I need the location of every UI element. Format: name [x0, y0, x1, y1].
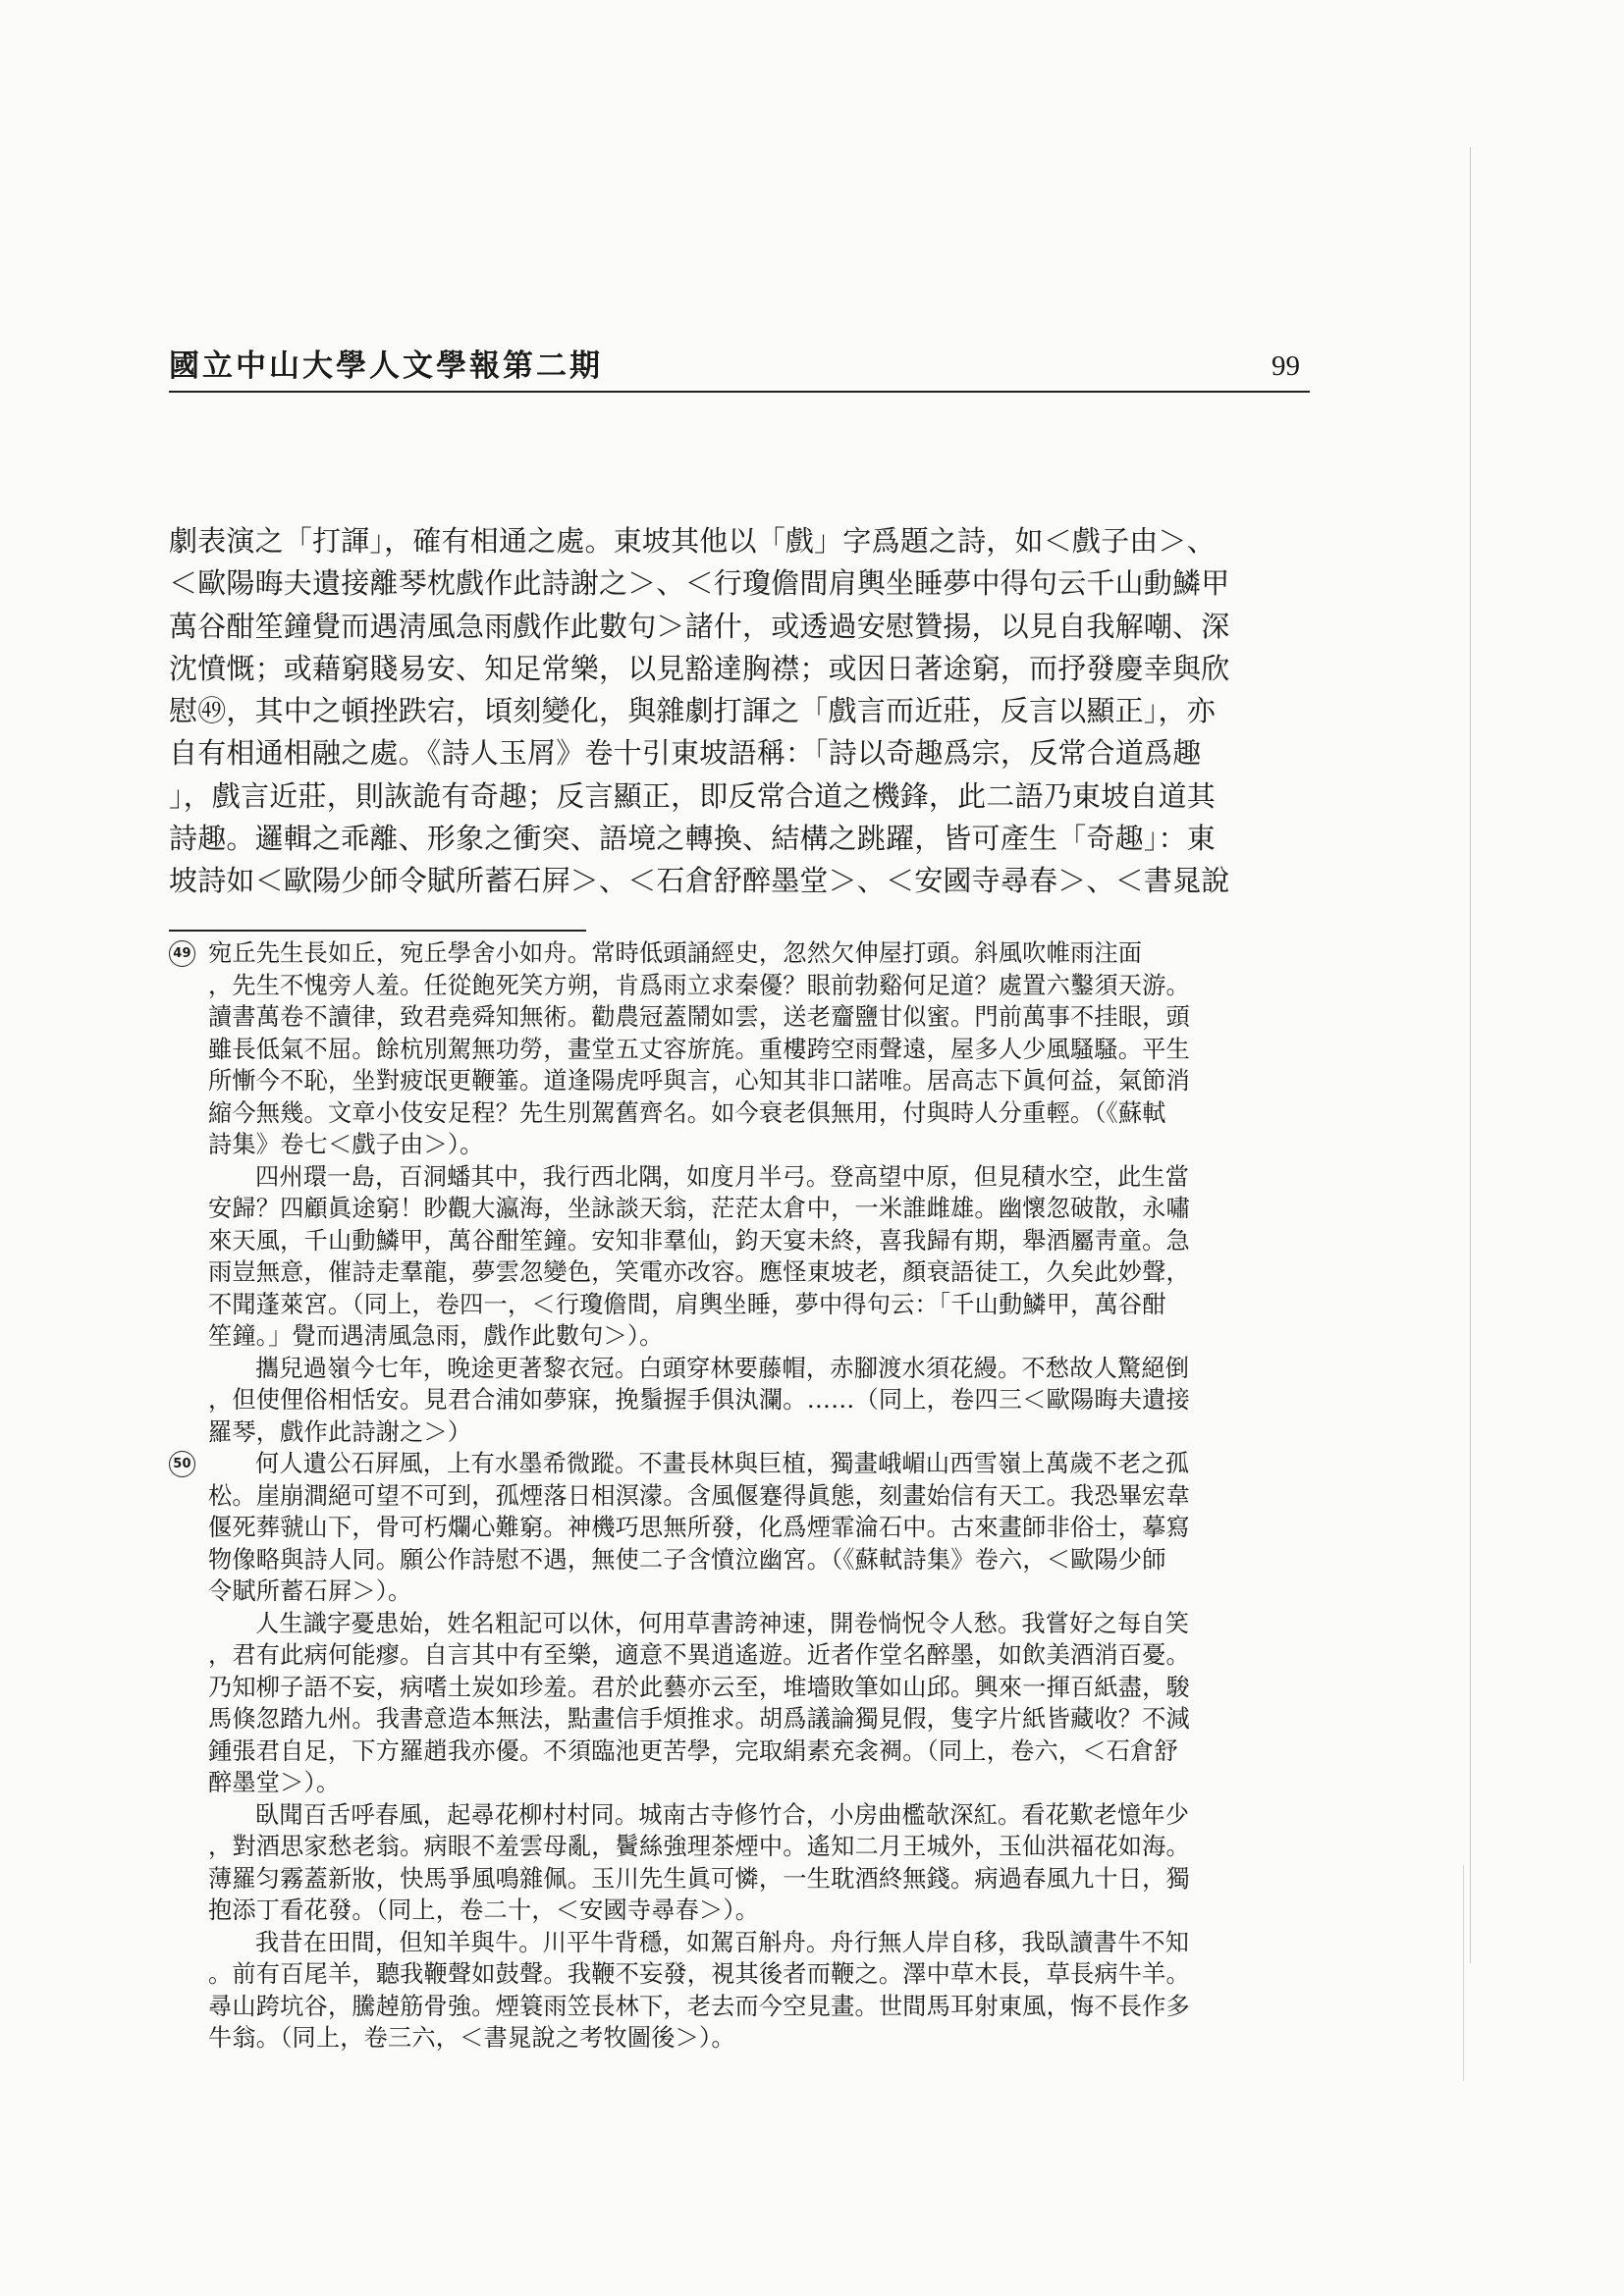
- footnote-line: 不聞蓬萊宮。（同上，卷四一，＜行瓊儋間，肩輿坐睡，夢中得句云：「千山動鱗甲，萬谷酣: [208, 1290, 1166, 1318]
- text-line: 慰㊾，其中之頓挫跌宕，頃刻變化，與雜劇打諢之「戲言而近莊，反言以顯正」，亦: [169, 694, 1216, 728]
- footnote-line: 50 何人遺公石屛風，上有水墨希微蹤。不畫長林與巨植，獨畫峨嵋山西雪嶺上萬歲不老之孤: [169, 1448, 1283, 1480]
- footnote-line: 人生識字憂患始，姓名粗記可以休，何用草書誇神速，開卷惝怳令人愁。我嘗好之每自笑: [255, 1609, 1190, 1637]
- journal-title: 國立中山大學人文學報第二期: [169, 348, 603, 384]
- footnote-line: 羅琴，戲作此詩謝之＞）: [208, 1417, 472, 1446]
- footnote-marker-49: 49: [169, 940, 195, 967]
- footnote-line: 攜兒過嶺今七年，晚途更著黎衣冠。白頭穿林要藤帽，赤腳渡水須花縵。不愁故人驚絕倒: [255, 1354, 1190, 1382]
- text-line: 詩趣。邏輯之乖離、形象之衝突、語境之轉換、結構之跳躍，皆可產生「奇趣」：東: [169, 822, 1216, 856]
- text-line: 沈憤慨；或藉窮賤易安、知足常樂，以見豁達胸襟；或因日著途窮，而抒發慶幸與欣: [169, 651, 1230, 685]
- scan-edge-line: [1470, 147, 1471, 1963]
- footnote-line: 四州環一島，百洞蟠其中，我行西北隅，如度月半弓。登高望中原，但見積水空，此生當: [255, 1162, 1190, 1191]
- footnote-line: 笙鐘。」覺而遇淸風急雨，戲作此數句＞）。: [208, 1322, 664, 1350]
- footnote-line: 雨豈無意，催詩走羣龍，夢雲忽變色，笑電亦改容。應怪東坡老，顏衰語徒工，久矣此妙聲，: [208, 1258, 1190, 1286]
- footnote-line: 醉墨堂＞）。: [208, 1769, 341, 1796]
- footnote-line: 安歸？四顧眞途窮！眇觀大瀛海，坐詠談天翁，茫茫太倉中，一米誰雌雄。幽懷忽破散，永嘯: [208, 1195, 1190, 1222]
- running-header: [169, 346, 1310, 393]
- footnote-line: 鍾張君自足，下方羅趙我亦優。不須臨池更苦學，完取絹素充衾裯。（同上，卷六，＜石倉舒: [208, 1736, 1178, 1765]
- footnote-line: 偃死葬虢山下，骨可朽爛心難窮。神機巧思無所發，化爲煙霏淪石中。古來畫師非俗士，摹寫: [208, 1514, 1190, 1541]
- footnote-line: 薄羅匀霧蓋新妝，快馬爭風鳴雜佩。玉川先生眞可憐，一生耽酒終無錢。病過春風九十日，獨: [208, 1864, 1190, 1893]
- footnote-line: 馬倏忽踏九州。我書意造本無法，點畫信手煩推求。胡爲議論獨見假，隻字片紙皆藏收？不減: [208, 1705, 1190, 1733]
- page-number: 99: [1272, 350, 1300, 382]
- text-line: 自有相通相融之處。《詩人玉屑》卷十引東坡語稱：「詩以奇趣爲宗，反常合道爲趣: [169, 736, 1202, 771]
- footnote-line: 雖長低氣不屈。餘杭別駕無功勞，畫堂五丈容旂旄。重樓跨空雨聲遠，屋多人少風騷騷。平生: [208, 1035, 1190, 1063]
- footnote-line: 臥聞百舌呼春風，起尋花柳村村同。城南古寺修竹合，小房曲檻欹深紅。看花歎老憶年少: [255, 1800, 1190, 1829]
- footnote-line: ，君有此病何能瘳。自言其中有至樂，適意不異逍遙遊。近者作堂名醉墨，如飲美酒消百憂。: [208, 1641, 1190, 1669]
- footnote-line: ，但使俚俗相恬安。見君合浦如夢寐，挽鬚握手俱汍瀾。……（同上，卷四三＜歐陽晦夫遺接: [208, 1386, 1190, 1414]
- footnote-line: 松。崖崩澗絕可望不可到，孤煙落日相溟濛。含風偃蹇得眞態，刻畫始信有天工。我恐畢宏韋: [208, 1481, 1190, 1510]
- footnote-line: 。前有百尾羊，聽我鞭聲如鼓聲。我鞭不妄發，視其後者而鞭之。澤中草木長，草長病牛羊。: [208, 1960, 1190, 1988]
- text-line: 劇表演之「打諢」，確有相通之處。東坡其他以「戲」字爲題之詩，如＜戲子由＞、: [169, 524, 1216, 558]
- footnotes: [169, 937, 1283, 2055]
- footnote-line: 我昔在田間，但知羊與牛。川平牛背穩，如駕百斛舟。舟行無人岸自移，我臥讀書牛不知: [255, 1928, 1190, 1956]
- footnote-line: 令賦所蓄石屛＞）。: [208, 1577, 412, 1605]
- footnote-line: 來天風，千山動鱗甲，萬谷酣笙鐘。安知非羣仙，鈞天宴未終，喜我歸有期，舉酒屬靑童。急: [208, 1226, 1190, 1255]
- footnote-line: ，先生不愧旁人羞。任從飽死笑方朔，肯爲雨立求秦優？眼前勃谿何足道？處置六鑿須天游。: [208, 971, 1190, 999]
- main-text: [169, 520, 1259, 903]
- footnote-line: 尋山跨坑谷，騰趠筋骨強。煙簑雨笠長林下，老去而今空見畫。世間馬耳射東風，悔不長作多: [208, 1992, 1190, 2020]
- text-line: 坡詩如＜歐陽少師令賦所蓄石屛＞、＜石倉舒醉墨堂＞、＜安國寺尋春＞、＜書晁說: [169, 864, 1230, 898]
- footnote-line: 縮今無幾。文章小伎安足程？先生別駕舊齊名。如今衰老俱無用，付與時人分重輕。（《蘇軾: [208, 1098, 1166, 1127]
- footnote-line: ，對酒思家愁老翁。病眼不羞雲母亂，鬢絲強理茶煙中。遙知二月王城外，玉仙洪福花如海。: [208, 1833, 1190, 1860]
- footnote-marker-50: 50: [169, 1451, 195, 1477]
- text-line: 」，戲言近莊，則詼詭有奇趣；反言顯正，即反常合道之機鋒，此二語乃東坡自道其: [169, 778, 1216, 813]
- footnote-line: 乃知柳子語不妄，病嗜土炭如珍羞。君於此藝亦云至，堆墻敗筆如山邱。興來一揮百紙盡，駿: [208, 1673, 1190, 1701]
- footnote-line: 49 宛丘先生長如丘，宛丘學舍小如舟。常時低頭誦經史，忽然欠伸屋打頭。斜風吹帷雨注面: [169, 937, 1283, 970]
- scan-edge-line: [1463, 1865, 1464, 2081]
- footnote-line: 所慚今不恥，坐對疲氓更鞭箠。道逢陽虎呼與言，心知其非口諾唯。居高志下眞何益，氣節消: [208, 1067, 1190, 1095]
- footnote-line: 讀書萬卷不讀律，致君堯舜知無術。勸農冠蓋鬧如雲，送老齏鹽甘似蜜。門前萬事不挂眼，頭: [208, 1003, 1190, 1031]
- footnote-line: 詩集》卷七＜戲子由＞）。: [208, 1131, 484, 1158]
- text-line: 萬谷酣笙鐘覺而遇淸風急雨戲作此數句＞諸什，或透過安慰贊揚，以見自我解嘲、深: [169, 609, 1230, 643]
- footnote-line: 抱添丁看花發。（同上，卷二十，＜安國寺尋春＞）。: [208, 1896, 760, 1924]
- footnote-line: 牛翁。（同上，卷三六，＜書晁說之考牧圖後＞）。: [208, 2024, 735, 2052]
- text-line: ＜歐陽晦夫遺接離琴枕戲作此詩謝之＞、＜行瓊儋間肩輿坐睡夢中得句云千山動鱗甲: [169, 566, 1230, 601]
- footnote-separator: [169, 930, 586, 932]
- footnote-line: 物像略與詩人同。願公作詩慰不遇，無使二子含憤泣幽宮。（《蘇軾詩集》卷六，＜歐陽少師: [208, 1545, 1166, 1574]
